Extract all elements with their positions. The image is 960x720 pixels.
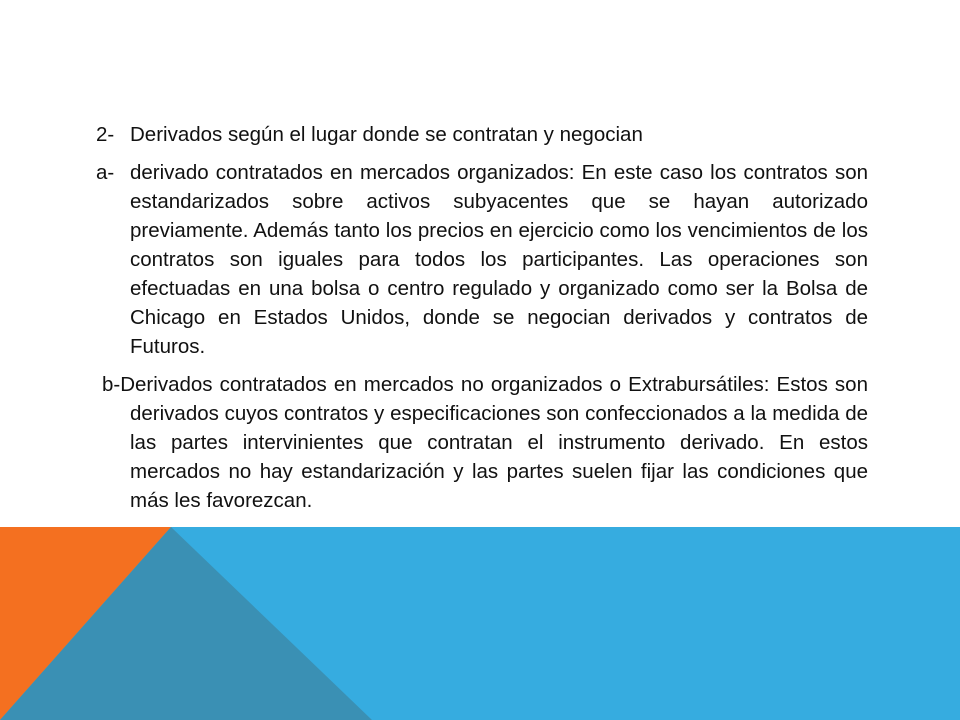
section-heading: Derivados según el lugar donde se contratan y negocian: [130, 123, 643, 146]
list-item-a: [96, 158, 868, 361]
list-item-2: [96, 120, 868, 149]
list-marker: a-: [96, 161, 115, 184]
list-marker: 2-: [96, 123, 115, 146]
slide-body: [96, 120, 868, 515]
paragraph-organized-markets: derivado contratados en mercados organizados: En este caso los contratos son estandarizados sobre activos subyacentes que se hayan autorizado previamente. Además tanto los precios en ejercicio como los vencimientos de los contratos son iguales para todos los participantes. Las operaciones son efectuadas en una bolsa o centro regulado y organizado como ser la Bolsa de Chicago en Estados Unidos, donde se negocian derivados y contratos de Futuros.: [130, 161, 868, 358]
paragraph-otc-markets: b-Derivados contratados en mercados no organizados o Extrabursátiles: Estos son derivados cuyos contratos y especificaciones son confeccionados a la medida de las partes intervinientes que contratan el instrumento derivado. En estos mercados no hay estandarización y las partes suelen fijar las condiciones que más les favorezcan.: [102, 373, 868, 512]
